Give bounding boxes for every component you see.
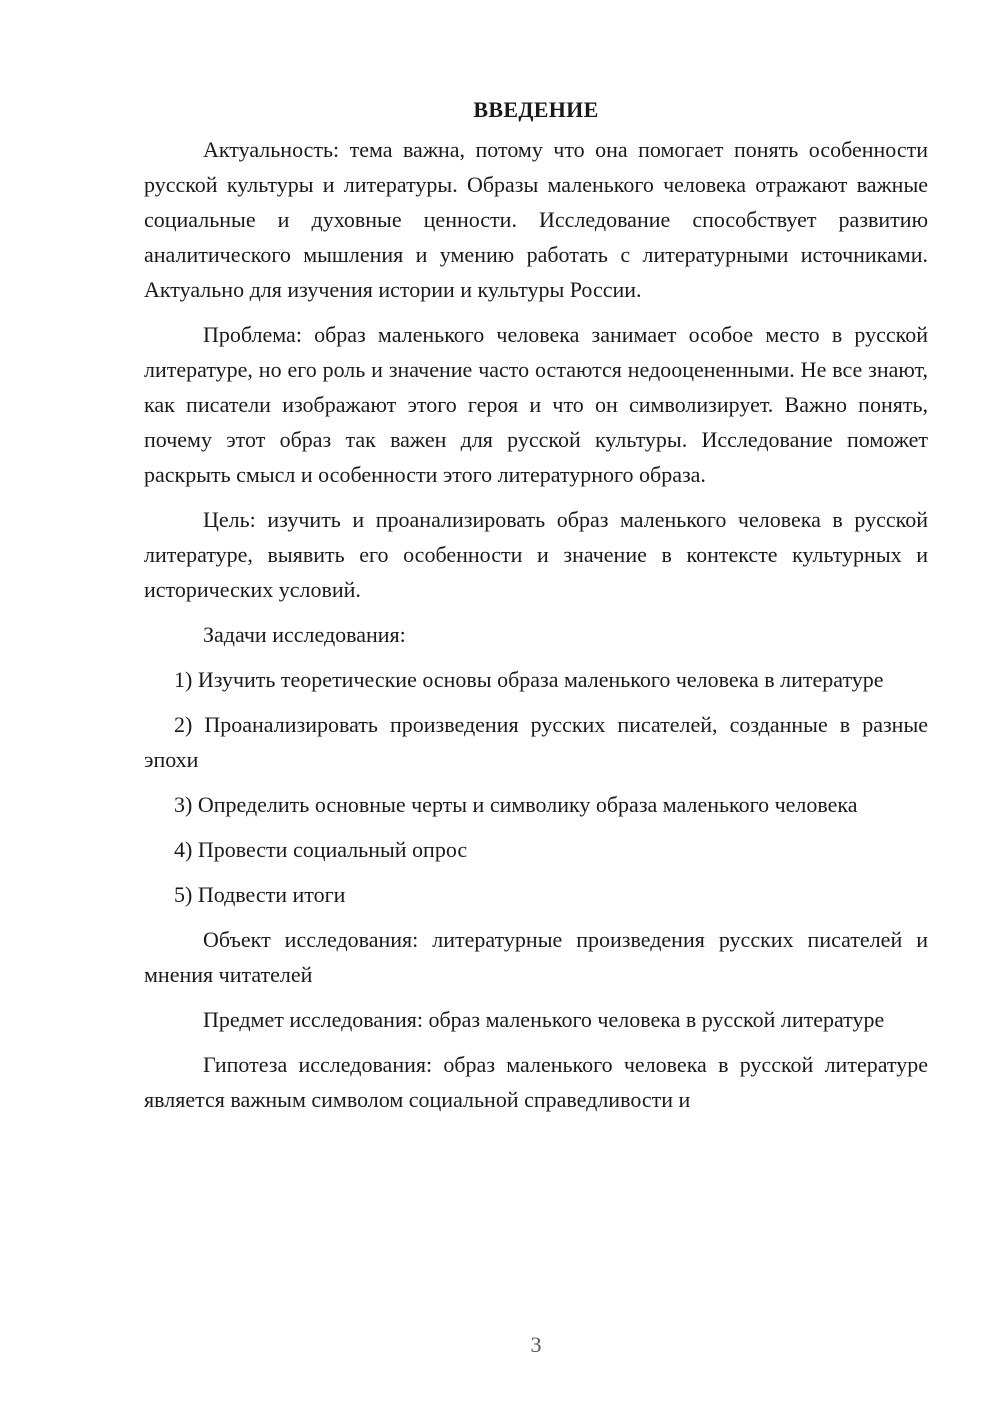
- goal-paragraph: Цель: изучить и проанализировать образ маленького человека в русской литературе, выявить его особенности и значение в контексте культурных и исторических условий.: [144, 507, 928, 602]
- task-item-1: 1) Изучить теоретические основы образа маленького человека в литературе: [174, 667, 884, 692]
- task-item-2: 2) Проанализировать произведения русских писателей, созданные в разные эпохи: [144, 712, 928, 772]
- task-item-5: 5) Подвести итоги: [174, 882, 346, 907]
- section-title: ВВЕДЕНИЕ: [473, 97, 599, 122]
- relevance-paragraph: Актуальность: тема важна, потому что она помогает понять особенности русской культуры и литературы. Образы маленького человека отражают важные социальные и духовные ценности. Исследование способствует развитию аналитического мышления и умению работать с литературными источниками. Актуально для изучения истории и культуры России.: [144, 137, 928, 302]
- page-number: 3: [530, 1332, 542, 1357]
- problem-paragraph: Проблема: образ маленького человека занимает особое место в русской литературе, но его роль и значение часто остаются недооцененными. Не все знают, как писатели изображают этого героя и что он символизирует. Важно понять, почему этот образ так важен для русской культуры. Исследование поможет раскрыть смысл и особенности этого литературного образа.: [144, 322, 928, 487]
- task-item-4: 4) Провести социальный опрос: [174, 837, 468, 862]
- tasks-heading: Задачи исследования:: [203, 622, 406, 647]
- hypothesis-paragraph: Гипотеза исследования: образ маленького человека в русской литературе является важным символом социальной справедливости и: [144, 1052, 928, 1112]
- subject-paragraph: Предмет исследования: образ маленького человека в русской литературе: [203, 1007, 885, 1032]
- task-item-3: 3) Определить основные черты и символику образа маленького человека: [174, 792, 858, 817]
- object-paragraph: Объект исследования: литературные произведения русских писателей и мнения читателей: [144, 927, 928, 987]
- document-page: [144, 90, 928, 1127]
